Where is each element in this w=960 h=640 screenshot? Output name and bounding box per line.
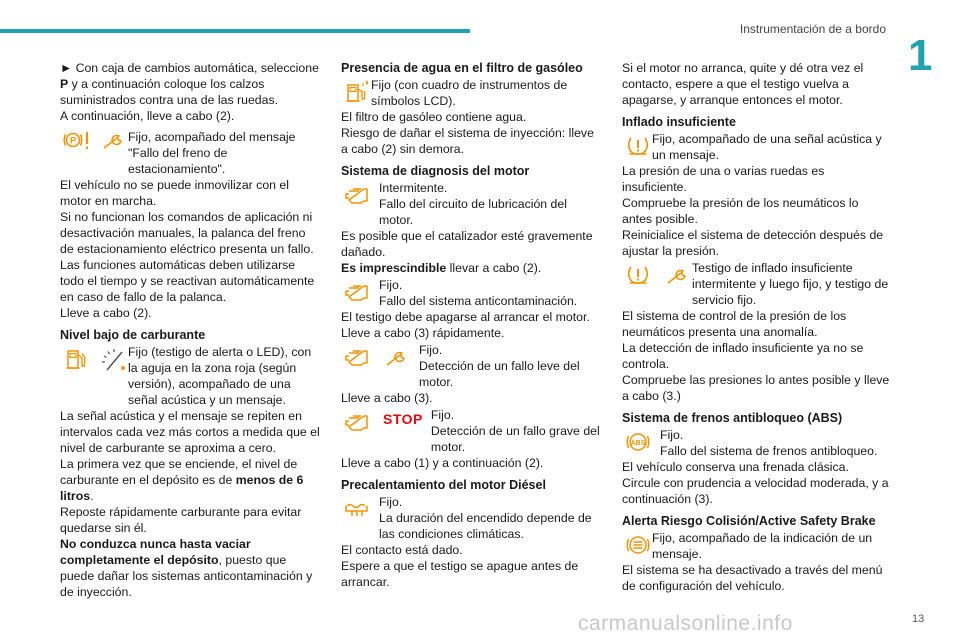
abs-state: Fijo. — [660, 428, 684, 442]
heading-tyre-under-inflation: Inflado insuficiente — [622, 115, 736, 129]
water-in-filter-row — [341, 77, 603, 109]
wrench-icon — [383, 343, 411, 371]
engine-icon — [343, 181, 371, 209]
tyre-system-fault-text: Testigo de inflado insuficiente intermitente y luego fijo, y testigo de servicio fijo. — [692, 261, 889, 307]
paragraph: Lleve a cabo (1) y a continuación (2). — [341, 456, 544, 470]
paragraph: Si no funcionan los comandos de aplicación ni desactivación manuales, la palanca del freno de estacionamiento eléctrico presenta un fallo. — [60, 210, 314, 256]
engine-diagnosis-row-1 — [341, 180, 603, 228]
paragraph: El sistema se ha desactivado a través del menú de configuración del vehículo. — [622, 563, 883, 593]
tyre-under-inflation-row — [622, 131, 890, 163]
diesel-preheating-desc: La duración del encendido depende de las condiciones climáticas. — [379, 511, 592, 541]
heading-low-fuel: Nivel bajo de carburante — [60, 328, 206, 342]
page-number: 13 — [912, 613, 925, 625]
abs-desc: Fallo del sistema de frenos antibloqueo. — [660, 444, 878, 458]
heading-water-in-filter: Presencia de agua en el filtro de gasóleo — [341, 61, 583, 75]
paragraph: Circule con prudencia a velocidad moderada, y a continuación (3). — [622, 476, 889, 506]
engine-diagnosis-row-4 — [341, 407, 603, 455]
engine-diagnosis-row-2 — [341, 277, 603, 309]
heading-collision-alert: Alerta Riesgo Colisión/Active Safety Brake — [622, 514, 876, 528]
engine-diagnosis-state: Fijo. — [379, 278, 403, 292]
tyre-system-fault-row — [622, 260, 890, 308]
paragraph: La primera vez que se enciende, el nivel de carburante en el depósito es de menos de 6 litros. — [60, 457, 304, 503]
section-title: Instrumentación de a bordo — [739, 22, 886, 36]
collision-alert-text: Fijo, acompañado de la indicación de un mensaje. — [652, 531, 873, 561]
paragraph: El filtro de gasóleo contiene agua. — [341, 110, 527, 124]
paragraph: El vehículo conserva una frenada clásica. — [622, 460, 849, 474]
heading-diesel-preheating: Precalentamiento del motor Diésel — [341, 478, 546, 492]
diesel-preheating-row — [341, 494, 603, 542]
paragraph: El vehículo no se puede inmovilizar con el motor en marcha. — [60, 178, 289, 208]
tyre-pressure-icon — [624, 261, 652, 289]
low-fuel-text: Fijo (testigo de alerta o LED), con la aguja en la zona roja (según versión), acompañado de una señal acústica y un mensaje. — [128, 345, 312, 407]
low-fuel-row — [60, 344, 322, 408]
fuel-gauge-led-icon — [100, 345, 128, 373]
wrench-icon — [100, 126, 128, 154]
stop-warning-icon: STOP — [383, 411, 423, 427]
paragraph: Espere a que el testigo se apague antes de arrancar. — [341, 559, 579, 589]
header-accent-bar — [0, 29, 470, 33]
active-safety-brake-icon — [624, 531, 652, 559]
paragraph: El sistema de control de la presión de los neumáticos presenta una anomalía. — [622, 309, 847, 339]
paragraph: Reinicialice el sistema de detección después de ajustar la presión. — [622, 228, 884, 258]
diesel-preheating-state: Fijo. — [379, 495, 403, 509]
engine-diagnosis-state: Intermitente. — [379, 181, 448, 195]
abs-icon — [624, 428, 652, 456]
abs-row — [622, 427, 890, 459]
column-1 — [60, 60, 322, 600]
paragraph: Si el motor no arranca, quite y dé otra vez el contacto, espere a que el testigo vuelva a apagarse, y arranque entonces el motor. — [622, 61, 864, 107]
chapter-number: 1 — [908, 31, 933, 80]
engine-icon — [343, 408, 371, 436]
svg-text:ABS: ABS — [630, 440, 646, 447]
column-3 — [622, 60, 890, 594]
engine-diagnosis-state: Fijo. — [419, 343, 443, 357]
glow-plug-icon — [343, 495, 371, 523]
engine-diagnosis-desc: Detección de un fallo leve del motor. — [419, 359, 580, 389]
paragraph: La presión de una o varias ruedas es insuficiente. — [622, 164, 825, 194]
paragraph: No conduzca nunca hasta vaciar completamente el depósito, puesto que puede dañar los sistemas anticontaminación y de inyección. — [60, 537, 313, 599]
heading-engine-diagnosis: Sistema de diagnosis del motor — [341, 164, 530, 178]
paragraph: Reposte rápidamente carburante para evitar quedarse sin él. — [60, 505, 302, 535]
paragraph: El contacto está dado. — [341, 543, 463, 557]
column-2 — [341, 60, 603, 590]
engine-icon — [343, 278, 371, 306]
engine-diagnosis-row-3 — [341, 342, 603, 390]
paragraph: Lleve a cabo (3). — [341, 391, 433, 405]
parking-brake-warning-icon — [62, 126, 90, 154]
paragraph: Lleve a cabo (3) rápidamente. — [341, 326, 505, 340]
paragraph: A continuación, lleve a cabo (2). — [60, 109, 235, 123]
heading-abs: Sistema de frenos antibloqueo (ABS) — [622, 411, 843, 425]
paragraph: La señal acústica y el mensaje se repiten en intervalos cada vez más cortos a medida que el nivel de carburante se aproxima a cero. — [60, 409, 320, 455]
paragraph: Riesgo de dañar el sistema de inyección: lleve a cabo (2) sin demora. — [341, 126, 594, 156]
water-in-filter-text: Fijo (con cuadro de instrumentos de símbolos LCD). — [371, 78, 568, 108]
watermark: carmanualsonline.info — [578, 612, 793, 635]
paragraph: Es imprescindible llevar a cabo (2). — [341, 261, 542, 275]
paragraph: El testigo debe apagarse al arrancar el motor. — [341, 310, 590, 324]
collision-alert-row — [622, 530, 890, 562]
engine-diagnosis-desc: Detección de un fallo grave del motor. — [430, 424, 600, 454]
paragraph: Compruebe las presiones lo antes posible y lleve a cabo (3.) — [622, 373, 890, 403]
engine-diagnosis-desc: Fallo del sistema anticontaminación. — [379, 294, 578, 308]
paragraph: Las funciones automáticas deben utilizarse todo el tiempo y se reactivan automáticamente en caso de fallo de la palanca. — [60, 258, 315, 304]
parking-brake-warning-row — [60, 125, 322, 177]
diesel-water-icon — [343, 78, 371, 106]
paragraph: La detección de inflado insuficiente ya no se controla. — [622, 341, 864, 371]
wrench-icon — [664, 261, 692, 289]
tyre-pressure-icon — [624, 132, 652, 160]
paragraph: ► Con caja de cambios automática, seleccione P y a continuación coloque los calzos suministrados contra una de las ruedas. — [60, 61, 319, 107]
tyre-under-inflation-text: Fijo, acompañado de una señal acústica y un mensaje. — [652, 132, 882, 162]
engine-icon — [343, 343, 371, 371]
engine-diagnosis-state: Fijo. — [430, 408, 455, 422]
fuel-pump-icon — [62, 345, 90, 373]
parking-brake-warning-text: Fijo, acompañado del mensaje "Fallo del freno de estacionamiento". — [128, 130, 296, 176]
paragraph: Lleve a cabo (2). — [60, 306, 152, 320]
svg-text:P: P — [69, 135, 77, 146]
paragraph: Compruebe la presión de los neumáticos lo antes posible. — [622, 196, 859, 226]
paragraph: Es posible que el catalizador esté gravemente dañado. — [341, 229, 593, 259]
engine-diagnosis-desc: Fallo del circuito de lubricación del motor. — [379, 197, 567, 227]
